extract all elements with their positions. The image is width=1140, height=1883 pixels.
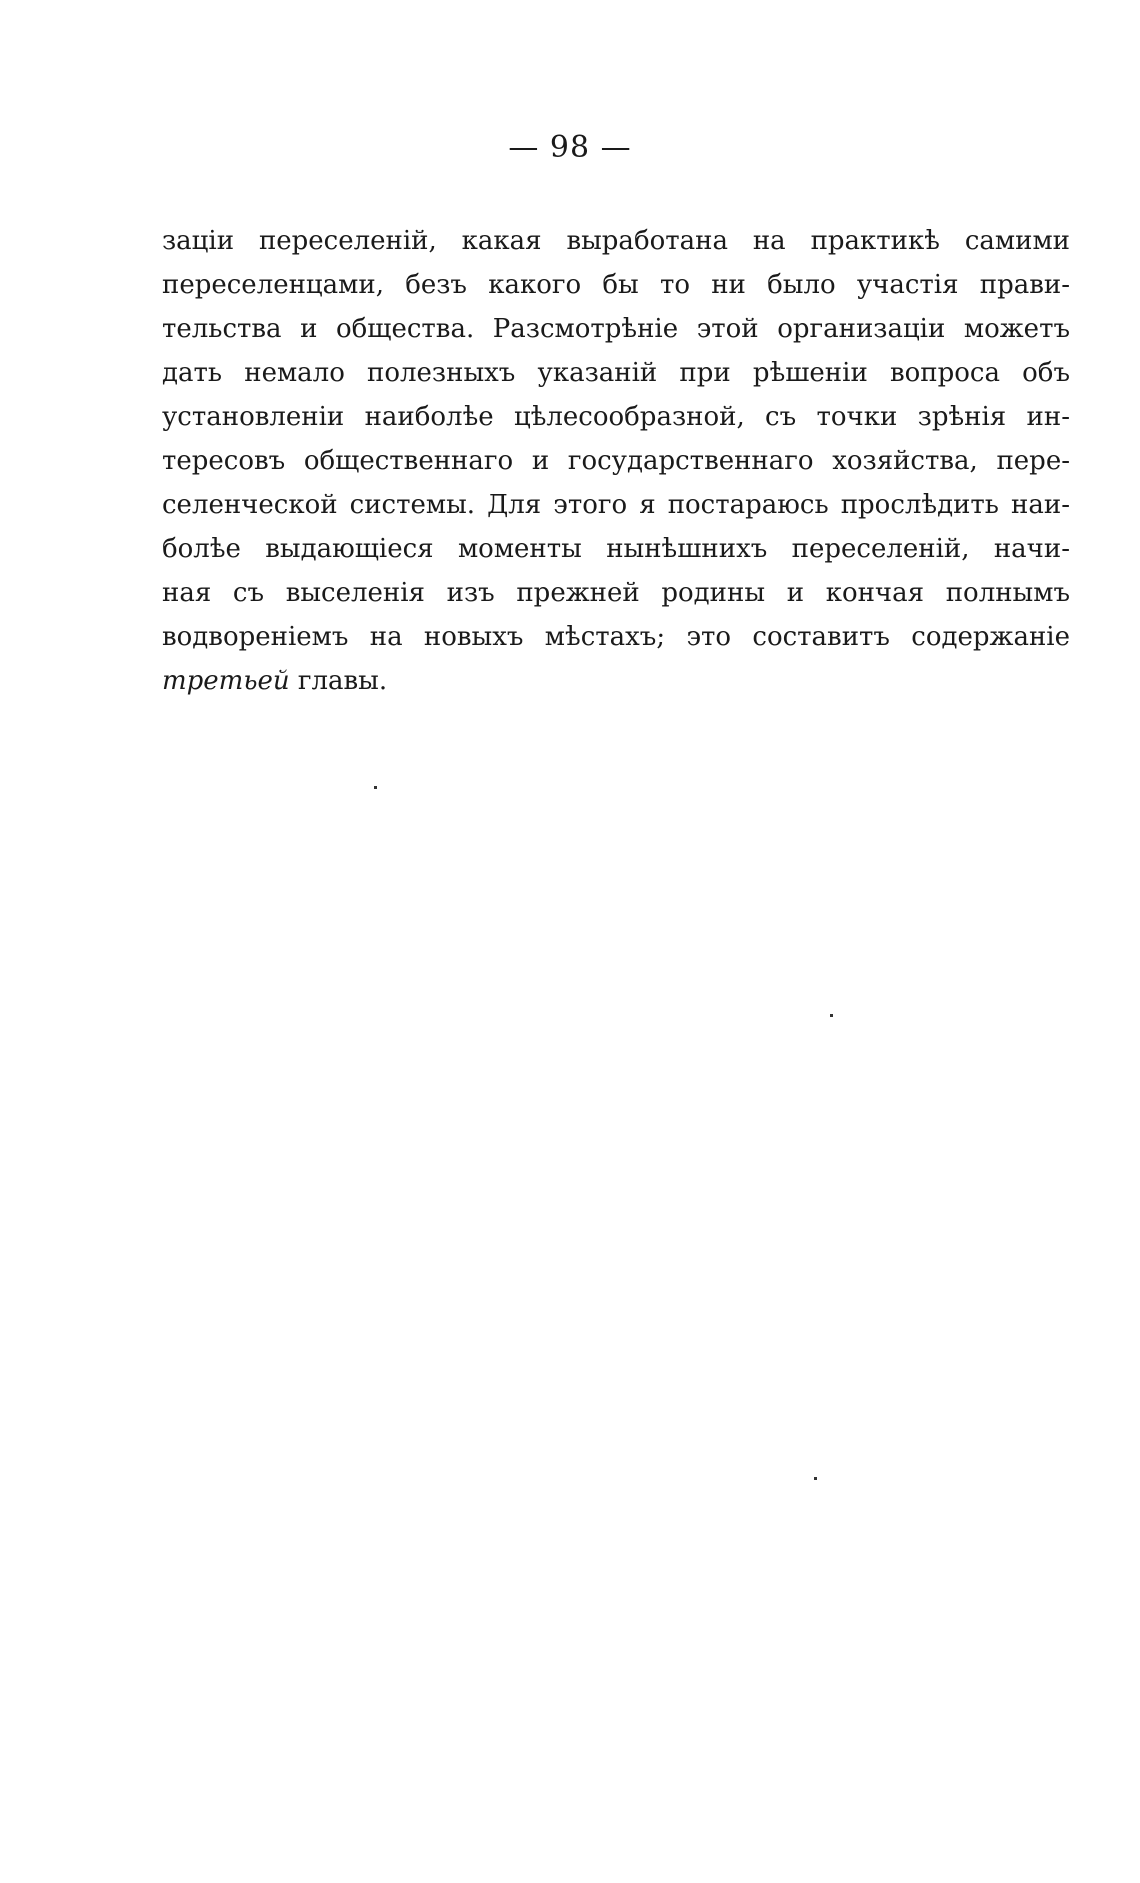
page-number: — 98 —	[508, 130, 632, 165]
paper-speck	[830, 1014, 833, 1017]
text-line-4: дать немало полезныхъ указаній при рѣшеніи вопроса объ	[162, 358, 1070, 388]
text-line-3: тельства и общества. Разсмотрѣніе этой организаціи можетъ	[162, 314, 1070, 344]
italic-word: третьей	[162, 666, 290, 696]
paper-speck	[374, 786, 377, 789]
text-line-1: заціи переселеній, какая выработана на практикѣ самими	[162, 226, 1070, 256]
last-line-rest: главы.	[289, 666, 388, 696]
text-line-5: установленіи наиболѣе цѣлесообразной, съ точки зрѣнія ин-	[162, 402, 1070, 432]
body-text	[162, 219, 1070, 703]
text-line-2: переселенцами, безъ какого бы то ни было участія прави-	[162, 270, 1070, 300]
text-line-7: селенческой системы. Для этого я постараюсь прослѣдить наи-	[162, 490, 1070, 520]
text-line-9: ная съ выселенія изъ прежней родины и кончая полнымъ	[162, 578, 1070, 608]
text-line-8: болѣе выдающіеся моменты нынѣшнихъ переселеній, начи-	[162, 534, 1070, 564]
paper-speck	[814, 1477, 817, 1480]
text-line-6: тересовъ общественнаго и государственнаго хозяйства, пере-	[162, 446, 1070, 476]
text-line-11	[162, 659, 1070, 703]
text-line-10: водвореніемъ на новыхъ мѣстахъ; это составитъ содержаніе	[162, 622, 1070, 652]
